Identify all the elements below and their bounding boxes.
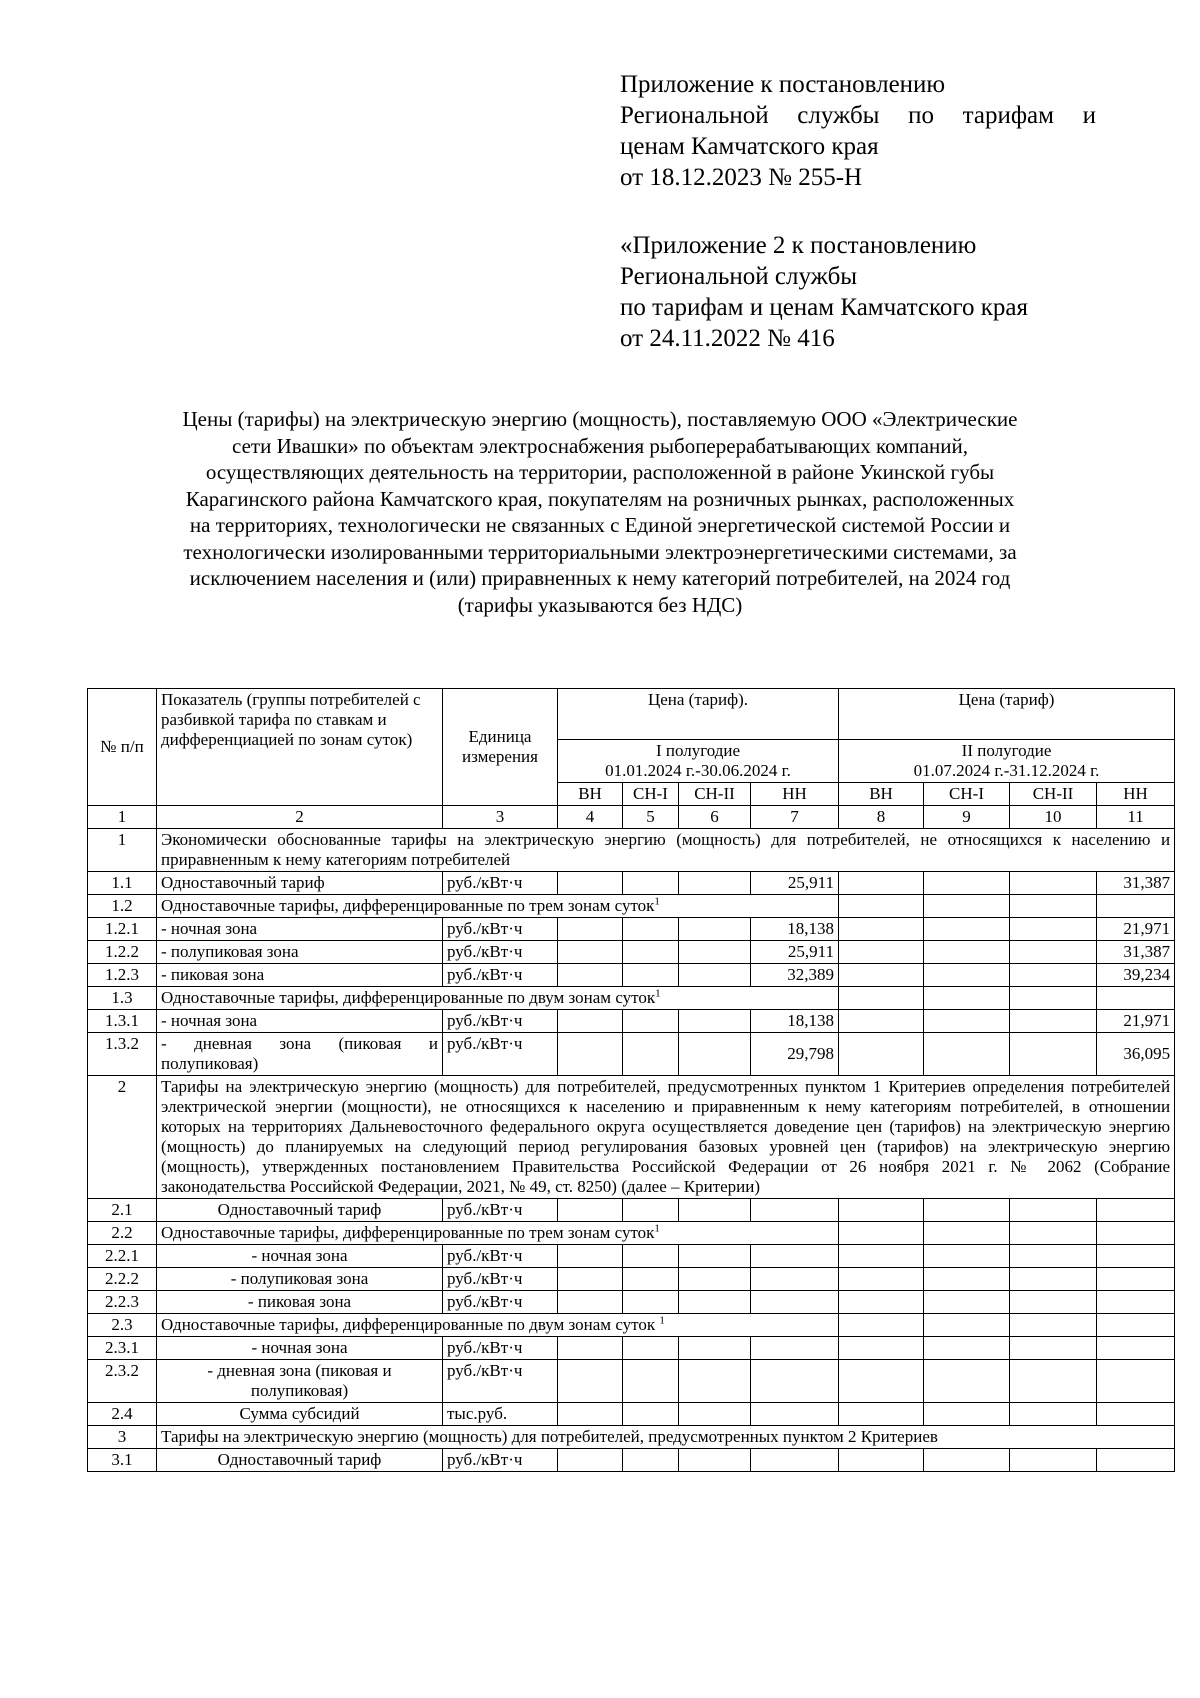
half1-label: I полугодие [655, 741, 741, 760]
row-num: 3 [88, 1426, 157, 1449]
title-line: (тарифы указываются без НДС) [457, 592, 743, 617]
title-line: на территориях, технологически не связанных с Единой энергетической системой России и [189, 513, 1011, 537]
level-header: НН [1097, 783, 1175, 806]
column-number: 7 [751, 806, 839, 829]
row-num: 1.2.3 [88, 964, 157, 987]
row-num: 2.1 [88, 1199, 157, 1222]
footnote-mark: 1 [654, 895, 660, 908]
table-row [88, 987, 1175, 1010]
column-number: 3 [443, 806, 558, 829]
row-unit: руб./кВт·ч [443, 1245, 558, 1268]
title-line: технологически изолированными территориальными электроэнергетическими системами, за [183, 539, 1017, 564]
column-number: 1 [88, 806, 157, 829]
annex2-header [620, 230, 1028, 354]
column-number: 5 [623, 806, 679, 829]
row-name: - ночная зона [157, 1245, 443, 1268]
table-row [88, 1360, 1175, 1403]
level-header: СН-I [924, 783, 1010, 806]
row-unit: руб./кВт·ч [443, 1033, 558, 1076]
row-unit: руб./кВт·ч [443, 1291, 558, 1314]
row-unit: руб./кВт·ч [443, 1268, 558, 1291]
header-unit: Единица измерения [443, 689, 558, 806]
level-header: СН-II [1010, 783, 1097, 806]
table-row [88, 1245, 1175, 1268]
nn-h2-value: 21,971 [1097, 1010, 1175, 1033]
row-name: - ночная зона [157, 1010, 443, 1033]
header-num: № п/п [88, 689, 157, 806]
section-row [88, 1076, 1175, 1199]
nn-h1-value: 18,138 [751, 918, 839, 941]
annex-line: Региональной службы по тарифам и [620, 102, 1096, 129]
level-header: ВН [839, 783, 924, 806]
header-price-h1: Цена (тариф). [558, 689, 839, 740]
row-num: 1.2.1 [88, 918, 157, 941]
row-unit: руб./кВт·ч [443, 1199, 558, 1222]
table-row [88, 1010, 1175, 1033]
row-unit: руб./кВт·ч [443, 918, 558, 941]
nn-h2-value: 31,387 [1097, 941, 1175, 964]
section-text: Тарифы на электрическую энергию (мощность) для потребителей, предусмотренных пунктом 2 Критериев [157, 1426, 1175, 1449]
row-name: - дневная зона (пиковая и полупиковая) [157, 1033, 443, 1076]
table-row [88, 895, 1175, 918]
row-unit: руб./кВт·ч [443, 1010, 558, 1033]
row-num: 1.3.1 [88, 1010, 157, 1033]
table-row [88, 1337, 1175, 1360]
annex-header [620, 69, 1096, 193]
row-num: 2.2 [88, 1222, 157, 1245]
annex-line: от 18.12.2023 № 255-Н [620, 164, 863, 191]
subsection-name [157, 987, 839, 1010]
table-row [88, 1033, 1175, 1076]
footnote-mark: 1 [655, 987, 661, 1000]
row-num: 2.3 [88, 1314, 157, 1337]
column-number: 9 [924, 806, 1010, 829]
row-unit: тыс.руб. [443, 1403, 558, 1426]
level-header: ВН [558, 783, 623, 806]
row-num: 1 [88, 829, 157, 872]
nn-h2-value: 31,387 [1097, 872, 1175, 895]
row-name: - пиковая зона [157, 1291, 443, 1314]
subsection-name [157, 895, 839, 918]
row-name: - дневная зона (пиковая и полупиковая) [157, 1360, 443, 1403]
table-row [88, 1291, 1175, 1314]
footnote-mark: 1 [659, 1314, 665, 1327]
table-row [88, 1449, 1175, 1472]
table-header-row [88, 689, 1175, 740]
nn-h1-value: 25,911 [751, 941, 839, 964]
title-line: Цены (тарифы) на электрическую энергию (мощность), поставляемую ООО «Электрические [182, 407, 1018, 431]
half1-period: 01.01.2024 г.-30.06.2024 г. [605, 761, 791, 780]
row-name: Одноставочный тариф [157, 1449, 443, 1472]
nn-h1-value: 25,911 [751, 872, 839, 895]
subsection-text: Одноставочные тарифы, дифференцированные по двум зонам суток [161, 1315, 660, 1334]
row-unit: руб./кВт·ч [443, 1449, 558, 1472]
tariff-table [87, 688, 1175, 1472]
row-num: 2.3.1 [88, 1337, 157, 1360]
annex-line: по тарифам и ценам Камчатского края [620, 294, 1028, 321]
subsection-name [157, 1314, 839, 1337]
section-row [88, 829, 1175, 872]
column-number: 11 [1097, 806, 1175, 829]
row-num: 2 [88, 1076, 157, 1199]
row-unit: руб./кВт·ч [443, 872, 558, 895]
column-number: 2 [157, 806, 443, 829]
nn-h1-value: 18,138 [751, 1010, 839, 1033]
row-num: 3.1 [88, 1449, 157, 1472]
row-num: 2.4 [88, 1403, 157, 1426]
subsection-text: Одноставочные тарифы, дифференцированные по трем зонам суток [161, 1223, 655, 1242]
half2-label: II полугодие [961, 741, 1052, 760]
column-number: 6 [679, 806, 751, 829]
nn-h1-value: 29,798 [751, 1033, 839, 1076]
row-num: 1.3.2 [88, 1033, 157, 1076]
title-line: исключением населения и (или) приравненных к нему категорий потребителей, на 2024 год [189, 566, 1011, 590]
row-name: Сумма субсидий [157, 1403, 443, 1426]
row-name: - ночная зона [157, 918, 443, 941]
column-number: 8 [839, 806, 924, 829]
column-number: 4 [558, 806, 623, 829]
nn-h1-value: 32,389 [751, 964, 839, 987]
nn-h2-value: 36,095 [1097, 1033, 1175, 1076]
annex-line: Региональной службы [620, 263, 858, 290]
row-name: Одноставочный тариф [157, 872, 443, 895]
row-num: 1.3 [88, 987, 157, 1010]
section-row [88, 1426, 1175, 1449]
footnote-mark: 1 [654, 1222, 660, 1235]
annex-line: Приложение к постановлению [620, 71, 946, 98]
row-num: 2.2.2 [88, 1268, 157, 1291]
row-name: Одноставочный тариф [157, 1199, 443, 1222]
document-title [120, 406, 1080, 618]
row-num: 2.3.2 [88, 1360, 157, 1403]
table-row [88, 1199, 1175, 1222]
table-row [88, 941, 1175, 964]
table-row [88, 1222, 1175, 1245]
title-line: Карагинского района Камчатского края, покупателям на розничных рынках, расположенных [185, 486, 1015, 511]
row-name: - полупиковая зона [157, 1268, 443, 1291]
table-row [88, 918, 1175, 941]
row-name: - ночная зона [157, 1337, 443, 1360]
section-text: Тарифы на электрическую энергию (мощность) для потребителей, предусмотренных пунктом 1 Критериев определения потребителей электрической энергии (мощности), не относящихся к населению и приравненным к нему категориям потребителей, в отношении которых на территориях Дальневосточного федерального округа осуществляется доведение цен (тарифов) на электрическую энергию (мощность) до планируемых на следующий период регулирования базовых уровней цен (тарифов) на электрическую энергию (мощность), утвержденных постановлением Правительства Российской Федерации от 26 ноября 2021 г. № 2062 (Собрание законодательства Российской Федерации, 2021, № 49, ст. 8250) (далее – Критерии) [157, 1076, 1175, 1199]
section-text: Экономически обоснованные тарифы на электрическую энергию (мощность) для потребителей, не относящихся к населению и приравненным к нему категориям потребителей [157, 829, 1175, 872]
row-name: - пиковая зона [157, 964, 443, 987]
row-num: 1.2.2 [88, 941, 157, 964]
nn-h2-value: 21,971 [1097, 918, 1175, 941]
row-name: - полупиковая зона [157, 941, 443, 964]
header-price-h2: Цена (тариф) [839, 689, 1175, 740]
row-unit: руб./кВт·ч [443, 1337, 558, 1360]
row-num: 2.2.1 [88, 1245, 157, 1268]
annex-line: от 24.11.2022 № 416 [620, 325, 835, 352]
table-row [88, 1314, 1175, 1337]
row-unit: руб./кВт·ч [443, 1360, 558, 1403]
table-row [88, 1268, 1175, 1291]
row-num: 1.1 [88, 872, 157, 895]
column-number: 10 [1010, 806, 1097, 829]
subsection-text: Одноставочные тарифы, дифференцированные по двум зонам суток [161, 988, 656, 1007]
half2-period: 01.07.2024 г.-31.12.2024 г. [913, 761, 1100, 780]
subsection-text: Одноставочные тарифы, дифференцированные по трем зонам суток [161, 896, 655, 915]
header-half2 [839, 740, 1175, 783]
annex-line: ценам Камчатского края [620, 133, 879, 160]
level-header: СН-II [679, 783, 751, 806]
title-line: сети Ивашки» по объектам электроснабжения рыбоперерабатывающих компаний, [232, 433, 968, 458]
header-indicator: Показатель (группы потребителей с разбивкой тарифа по ставкам и дифференциацией по зонам суток) [157, 689, 443, 806]
table-row [88, 964, 1175, 987]
table-row [88, 1403, 1175, 1426]
row-unit: руб./кВт·ч [443, 941, 558, 964]
annex-line: «Приложение 2 к постановлению [620, 232, 977, 259]
header-half1 [558, 740, 839, 783]
column-number-row [88, 806, 1175, 829]
nn-h2-value: 39,234 [1097, 964, 1175, 987]
row-unit: руб./кВт·ч [443, 964, 558, 987]
subsection-name [157, 1222, 839, 1245]
level-header: СН-I [623, 783, 679, 806]
row-num: 1.2 [88, 895, 157, 918]
table-row [88, 872, 1175, 895]
row-num: 2.2.3 [88, 1291, 157, 1314]
level-header: НН [751, 783, 839, 806]
title-line: осуществляющих деятельность на территории, расположенной в районе Укинской губы [205, 460, 995, 484]
